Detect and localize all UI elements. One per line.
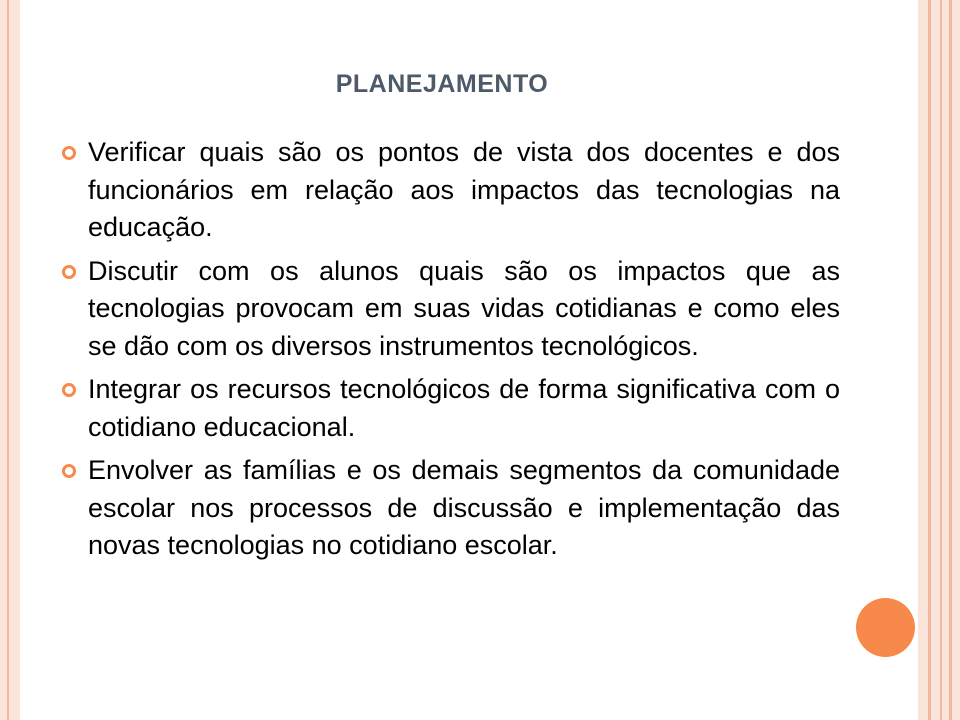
- bullet-text: Discutir com os alunos quais são os impactos que as tecnologias provocam em suas vidas cotidianas e como eles se dão com os diversos instrumentos tecnológicos.: [88, 255, 840, 361]
- right-frame-stripe: [940, 0, 942, 720]
- right-frame-stripe: [949, 0, 952, 720]
- slide-title: PLANEJAMENTO: [335, 70, 549, 98]
- right-frame-border: [918, 0, 960, 720]
- bullet-ring-icon: [62, 464, 76, 478]
- bullet-ring-icon: [62, 265, 76, 279]
- bullet-text: Verificar quais são os pontos de vista dos docentes e dos funcionários em relação aos impactos das tecnologias na educação.: [88, 137, 840, 242]
- right-frame-stripe: [928, 0, 931, 720]
- bullet-ring-icon: [62, 383, 76, 397]
- bullet-item: [60, 134, 840, 247]
- bullet-item: [60, 452, 840, 565]
- decorative-circle: [856, 598, 915, 657]
- bullet-ring-icon: [62, 146, 76, 160]
- left-frame-border: [0, 0, 20, 720]
- bullet-item: [60, 253, 840, 366]
- bullet-text: Envolver as famílias e os demais segmentos da comunidade escolar nos processos de discussão e implementação das novas tecnologias no cotidiano escolar.: [88, 455, 840, 560]
- bullet-text: Integrar os recursos tecnológicos de forma significativa com o cotidiano educacional.: [88, 374, 840, 442]
- left-frame-line: [7, 0, 9, 720]
- bullet-list: [60, 134, 840, 571]
- bullet-item: [60, 371, 840, 446]
